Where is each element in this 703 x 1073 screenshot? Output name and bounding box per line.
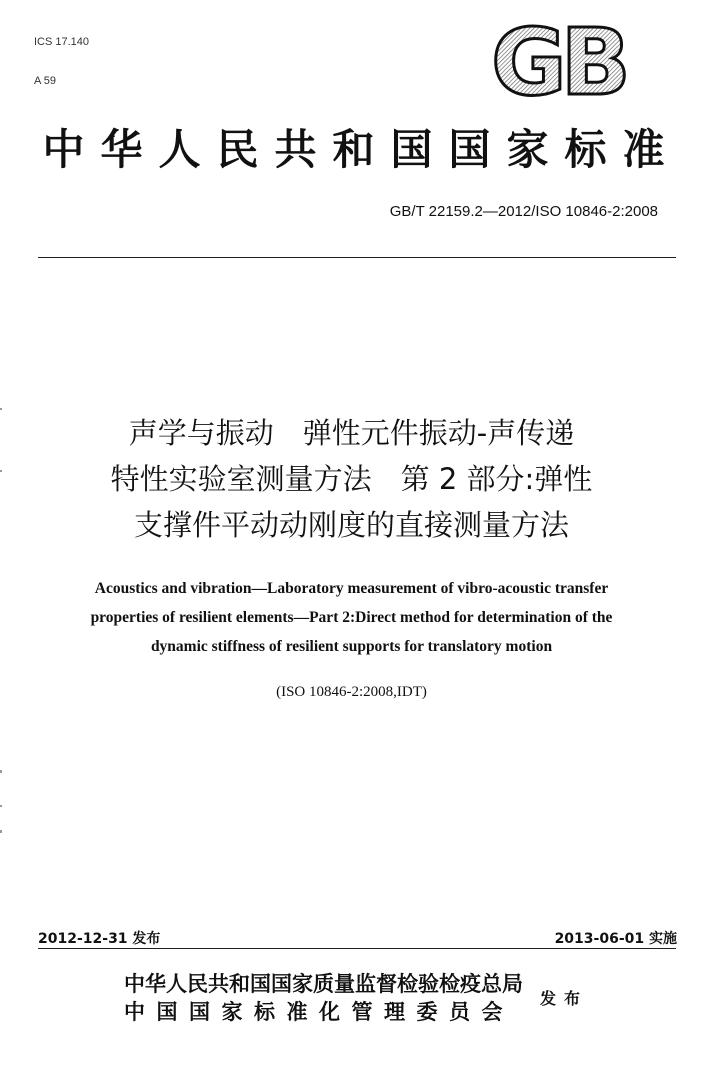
ics-code: ICS 17.140 [34, 36, 90, 48]
scan-artifact [0, 805, 2, 807]
implementation-date: 2013-06-01 实施 [554, 931, 677, 947]
scan-artifact [0, 470, 2, 472]
standard-number: GB/T 22159.2—2012/ISO 10846-2:2008 [389, 203, 658, 220]
english-title-line-3: dynamic stiffness of resilient supports for translatory motion [150, 638, 553, 655]
bottom-divider [38, 948, 676, 949]
english-title [20, 574, 683, 661]
chinese-title-line-1: 声学与振动 弹性元件振动-声传递 [128, 416, 575, 450]
gb-logo-graphic [480, 18, 636, 102]
gb-logo [480, 18, 636, 102]
issuer-aqsiq: 中华人民共和国国家质量监督检验检疫总局 [124, 972, 523, 996]
chinese-title-line-3: 支撑件平动动刚度的直接测量方法 [133, 508, 569, 542]
scan-artifact [0, 770, 2, 773]
publish-label: 发布 [540, 989, 589, 1008]
issuing-authorities [124, 970, 523, 1026]
top-divider [38, 257, 676, 258]
gb-logo-text: GB [491, 18, 625, 102]
scan-artifact [0, 830, 2, 833]
issue-date: 2012-12-31 发布 [38, 931, 161, 947]
chinese-title-line-2: 特性实验室测量方法 第 2 部分:弹性 [110, 462, 593, 496]
english-title-line-2: properties of resilient elements—Part 2:Direct method for determination of the [90, 609, 613, 626]
english-title-line-1: Acoustics and vibration—Laboratory measurement of vibro-acoustic transfer [94, 580, 609, 597]
scan-artifact [0, 408, 2, 410]
classification-codes [34, 10, 89, 101]
issuer-sac: 中国国家标准化管理委员会 [124, 1000, 514, 1024]
standard-type-heading: 中华人民共和国国家标准 [42, 125, 681, 174]
chinese-title [0, 410, 703, 548]
ccs-code: A 59 [34, 75, 57, 87]
iso-equivalence: (ISO 10846-2:2008,IDT) [276, 684, 427, 700]
